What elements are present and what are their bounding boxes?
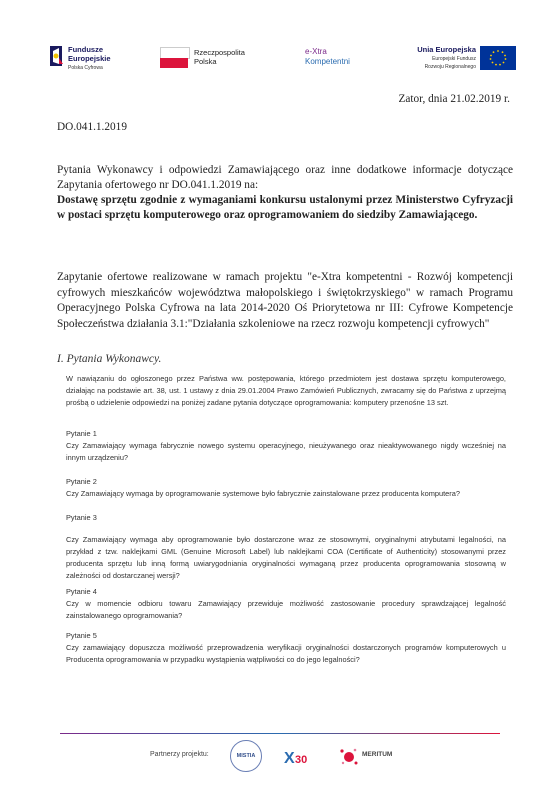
rp-logo xyxy=(160,45,260,71)
question-4 xyxy=(66,586,506,622)
meritum-logo xyxy=(338,745,398,767)
reference-number: DO.041.1.2019 xyxy=(57,121,127,133)
mistia-logo xyxy=(230,740,262,772)
extra-logo xyxy=(305,45,375,71)
question-label: Pytanie 4 xyxy=(66,587,97,596)
question-text: Czy Zamawiający wymaga aby oprogramowanie było dostarczone wraz ze stosownymi, oryginalnymi atrybutami legalności, na przykład z tzw. naklejkami GML (Genuine Microsoft Label) lub naklejkami COA (Certificate of Authenticity) stosowanymi przez producenta sprzętu lub inną formą uwiarygodniania oryginalności wymaganą przez producenta oprogramowania stosowną w zależności od dostarczanej wersji? xyxy=(66,535,506,580)
svg-text:X: X xyxy=(284,750,295,767)
question-text: Czy Zamawiający wymaga by oprogramowanie systemowe było fabrycznie zainstalowane przez producenta komputera? xyxy=(66,489,460,498)
eu-flag-icon xyxy=(480,46,516,70)
place-date: Zator, dnia 21.02.2019 r. xyxy=(398,93,510,105)
meritum-logo-text: MERITUM xyxy=(362,751,393,758)
question-text: Czy Zamawiający wymaga fabrycznie nowego systemu operacyjnego, nieużywanego oraz nieaktywowanego nigdy wcześniej na innym urządzeniu? xyxy=(66,441,506,462)
question-text: Czy w momencie odbioru towaru Zamawiający przewiduje możliwość zastosowanie procedury sprawdzającej legalność zainstalowanego oprogramowania? xyxy=(66,599,506,620)
mistia-logo-text: MISTIA xyxy=(236,753,256,759)
ue-logo xyxy=(410,45,520,71)
intro-text: Pytania Wykonawcy i odpowiedzi Zamawiającego oraz inne dodatkowe informacje dotyczące Zapytania ofertowego nr DO.041.1.2019 na: xyxy=(57,164,513,191)
question-label: Pytanie 1 xyxy=(66,429,97,438)
question-label: Pytanie 2 xyxy=(66,477,97,486)
project-text: Zapytanie ofertowe realizowane w ramach projektu "e-Xtra kompetentni - Rozwój kompetencji cyfrowych mieszkańców województwa małopolskiego i świętokrzyskiego" w ramach Programu Operacyjnego Polska Cyfrowa na lata 2014-2020 Oś Priorytetowa nr III: Cyfrowe Kompetencje Społeczeństwa działania 3.1:"Działania szkoleniowe na rzecz rozwoju kompetencji cyfrowych" xyxy=(57,271,513,330)
ue-line1: Unia Europejska xyxy=(417,45,476,54)
section-intro: W nawiązaniu do ogłoszonego przez Państwa ww. postępowania, którego przedmiotem jest dostawa sprzętu komputerowego, działając na podstawie art. 38, ust. 1 ustawy z dnia 29.01.2004 Prawo Zamówień Publicznych, zwracamy się do Państwa z uprzejmą prośbą o udzielenie odpowiedzi na poniżej zadane pytania dotyczące oprogramowania: komputery przenośne 13 szt. xyxy=(66,374,506,407)
intro-block xyxy=(57,163,513,223)
question-label: Pytanie 3 xyxy=(66,513,97,522)
fundusze-logo xyxy=(48,45,138,71)
section-title: I. Pytania Wykonawcy. xyxy=(57,353,162,365)
rp-line1: Rzeczpospolita xyxy=(194,48,245,57)
question-2 xyxy=(66,476,506,500)
extra-line1: e-Xtra xyxy=(305,47,327,56)
ue-line3: Rozwoju Regionalnego xyxy=(424,64,476,70)
svg-text:30: 30 xyxy=(295,754,308,766)
rp-line2: Polska xyxy=(194,57,217,66)
questions-list xyxy=(66,428,506,666)
extra-line2: Kompetentni xyxy=(305,57,350,66)
footer-divider xyxy=(60,733,500,734)
intro-bold-subject: Dostawę sprzętu zgodnie z wymaganiami konkursu ustalonymi przez Ministerstwo Cyfryzacji w postaci sprzętu komputerowego oraz oprogramowaniem do siedziby Zamawiającego. xyxy=(57,194,513,221)
question-5 xyxy=(66,630,506,666)
fundusze-emblem-icon xyxy=(48,45,64,67)
question-1 xyxy=(66,428,506,464)
fundusze-line2: Europejskie xyxy=(68,54,111,63)
question-3 xyxy=(66,512,506,582)
fundusze-line1: Fundusze xyxy=(68,45,103,54)
question-label: Pytanie 5 xyxy=(66,631,97,640)
question-text: Czy zamawiający dopuszcza możliwość przeprowadzenia weryfikacji oryginalności dostarczonych programów komputerowych u Producenta oprogramowania w przypadku wystąpienia wątpliwości co do jego legalności? xyxy=(66,643,506,664)
partners-label: Partnerzy projektu: xyxy=(150,751,209,758)
meritum-dots-icon xyxy=(338,745,360,767)
ue-line2: Europejski Fundusz xyxy=(432,56,476,62)
partner-30-icon xyxy=(282,743,312,769)
fundusze-line3: Polska Cyfrowa xyxy=(68,65,103,71)
